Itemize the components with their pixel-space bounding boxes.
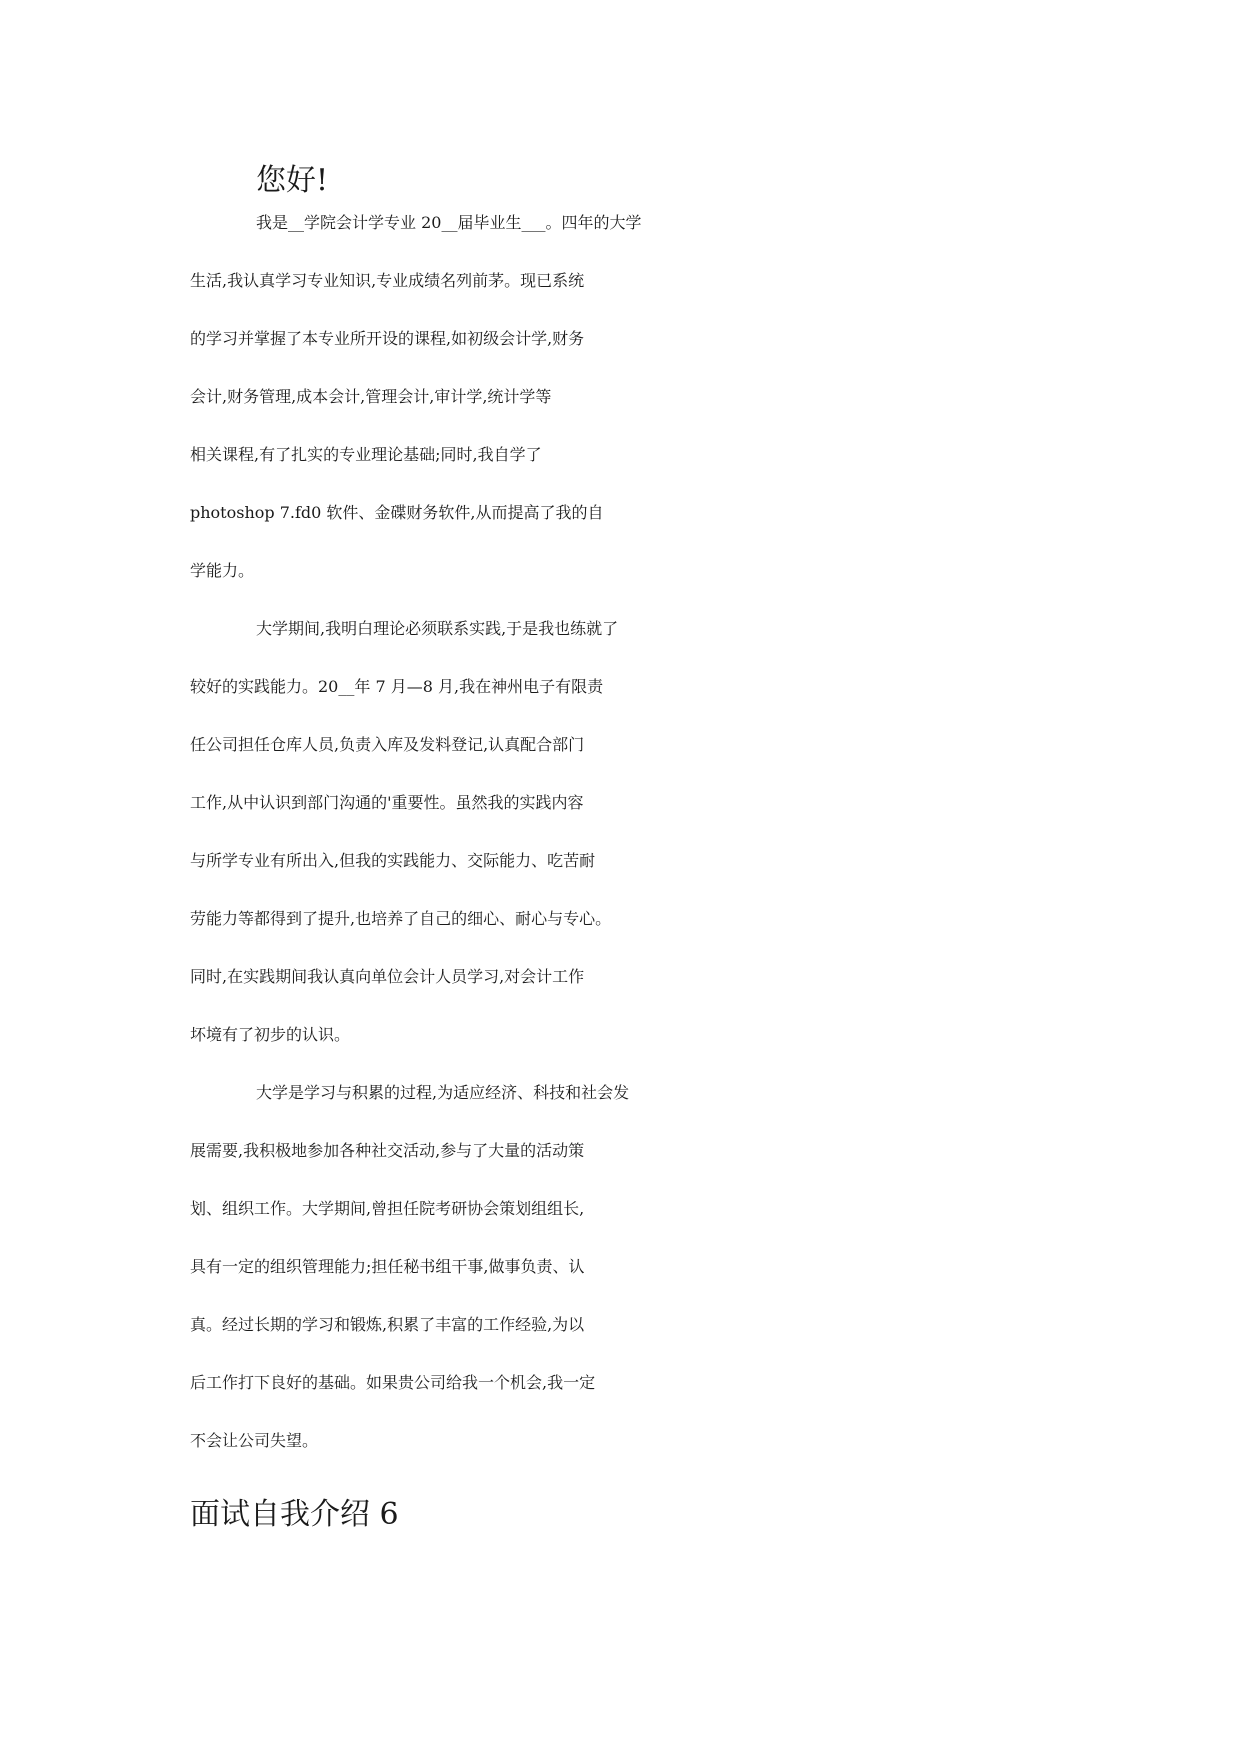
paragraph-2 <box>190 616 1050 1080</box>
paragraph-line: 真。经过长期的学习和锻炼,积累了丰富的工作经验,为以 <box>190 1315 585 1334</box>
paragraph-line: 展需要,我积极地参加各种社交活动,参与了大量的活动策 <box>190 1141 585 1160</box>
paragraph-line: 坏境有了初步的认识。 <box>190 1025 351 1044</box>
paragraph-line: 的学习并掌握了本专业所开设的课程,如初级会计学,财务 <box>190 329 585 348</box>
paragraph-line: 具有一定的组织管理能力;担任秘书组干事,做事负责、认 <box>190 1257 585 1276</box>
paragraph-3 <box>190 1080 1050 1486</box>
section-heading: 面试自我介绍 6 <box>190 1497 399 1532</box>
greeting-line: 您好! <box>256 163 329 198</box>
paragraph-line: 劳能力等都得到了提升,也培养了自己的细心、耐心与专心。 <box>190 909 612 928</box>
paragraph-line: 大学是学习与积累的过程,为适应经济、科技和社会发 <box>256 1083 630 1102</box>
paragraph-line: 与所学专业有所出入,但我的实践能力、交际能力、吃苦耐 <box>190 851 596 870</box>
paragraph-line: 后工作打下良好的基础。如果贵公司给我一个机会,我一定 <box>190 1373 596 1392</box>
paragraph-line: 大学期间,我明白理论必须联系实践,于是我也练就了 <box>256 619 619 638</box>
paragraph-line: 不会让公司失望。 <box>190 1431 319 1450</box>
paragraph-line: 学能力。 <box>190 561 255 580</box>
document-body <box>190 152 1050 1544</box>
paragraph-line: 相关课程,有了扎实的专业理论基础;同时,我自学了 <box>190 445 542 464</box>
paragraph-1 <box>190 210 1050 616</box>
paragraph-line: 生活,我认真学习专业知识,专业成绩名列前茅。现已系统 <box>190 271 585 290</box>
paragraph-line: 会计,财务管理,成本会计,管理会计,审计学,统计学等 <box>190 387 552 406</box>
paragraph-line: 任公司担任仓库人员,负责入库及发料登记,认真配合部门 <box>190 735 585 754</box>
paragraph-line: 较好的实践能力。20__年 7 月—8 月,我在神州电子有限责 <box>190 677 604 696</box>
paragraph-line: 同时,在实践期间我认真向单位会计人员学习,对会计工作 <box>190 967 585 986</box>
paragraph-line: 工作,从中认识到部门沟通的'重要性。虽然我的实践内容 <box>190 793 584 812</box>
paragraph-line: 我是__学院会计学专业 20__届毕业生___。四年的大学 <box>256 213 642 232</box>
paragraph-line: photoshop 7.fd0 软件、金碟财务软件,从而提高了我的自 <box>190 503 604 522</box>
paragraph-line: 划、组织工作。大学期间,曾担任院考研协会策划组组长, <box>190 1199 585 1218</box>
